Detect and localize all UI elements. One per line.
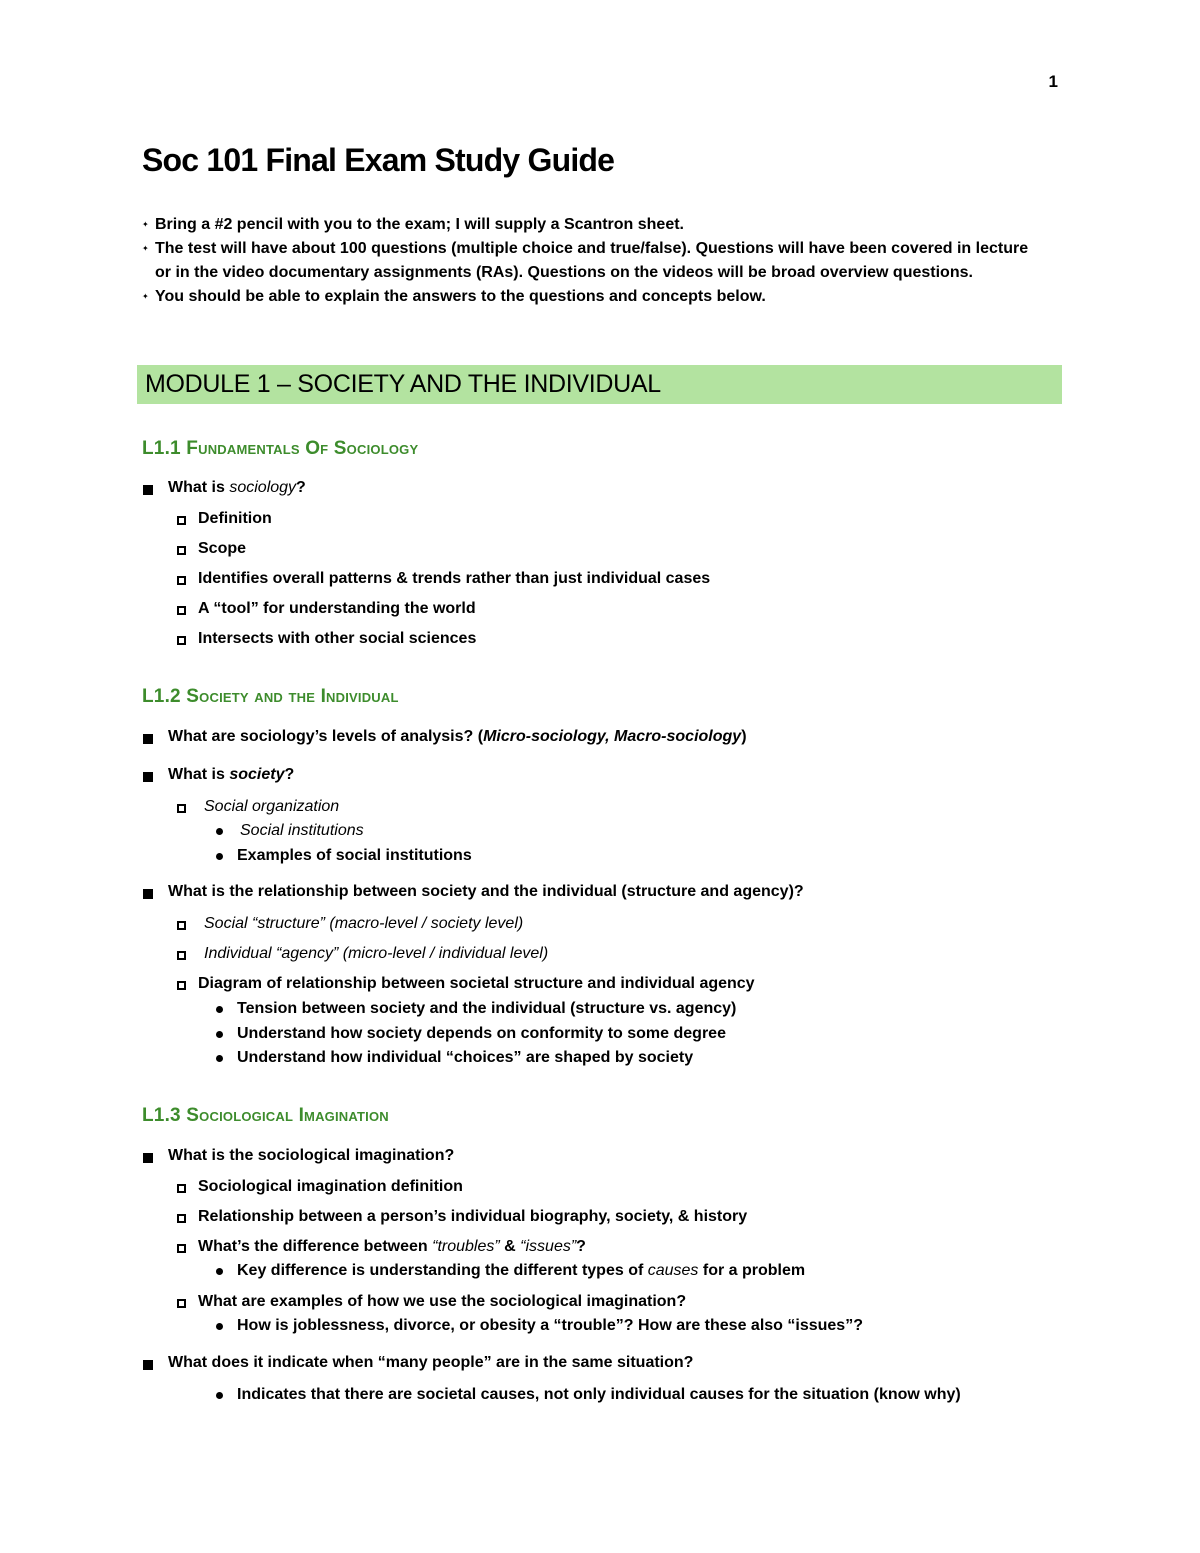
section-heading: L1.1 Fundamentals Of Sociology — [142, 438, 419, 459]
sub-sub-item: Tension between society and the individual (structure vs. agency) — [237, 1000, 737, 1017]
hollow-square-bullet-icon — [177, 576, 186, 585]
square-bullet-icon — [143, 485, 153, 495]
sub-item: Intersects with other social sciences — [198, 630, 477, 647]
sub-item: What are examples of how we use the sociological imagination? — [198, 1293, 687, 1310]
hollow-square-bullet-icon — [177, 921, 186, 930]
sub-item: A “tool” for understanding the world — [198, 600, 476, 617]
round-bullet-icon — [216, 1392, 223, 1399]
intro-item: ✦ You should be able to explain the answers to the questions and concepts below. — [142, 285, 1042, 309]
sub-sub-item: Social institutions — [240, 822, 364, 839]
hollow-square-bullet-icon — [177, 606, 186, 615]
sub-item: Relationship between a person’s individual biography, society, & history — [198, 1208, 748, 1225]
document-title: Soc 101 Final Exam Study Guide — [142, 142, 615, 178]
square-bullet-icon — [143, 772, 153, 782]
question: What is society? — [168, 766, 295, 783]
sub-item: Definition — [198, 510, 272, 527]
sub-item: Identifies overall patterns & trends rather than just individual cases — [198, 570, 711, 587]
module-heading: MODULE 1 – SOCIETY AND THE INDIVIDUAL — [137, 365, 1062, 404]
square-bullet-icon — [143, 1153, 153, 1163]
page-number: 1 — [1048, 72, 1058, 91]
section-heading: L1.2 Society and the Individual — [142, 686, 399, 707]
intro-list — [142, 213, 1042, 309]
sub-item: Social “structure” (macro-level / society level) — [204, 915, 524, 932]
question: What is sociology? — [168, 479, 306, 496]
sub-sub-item: Examples of social institutions — [237, 847, 472, 864]
section-heading: L1.3 Sociological Imagination — [142, 1105, 389, 1126]
hollow-square-bullet-icon — [177, 1244, 186, 1253]
hollow-square-bullet-icon — [177, 804, 186, 813]
sub-sub-item: Understand how society depends on conformity to some degree — [237, 1025, 726, 1042]
hollow-square-bullet-icon — [177, 951, 186, 960]
square-bullet-icon — [143, 889, 153, 899]
sub-sub-item: Indicates that there are societal causes, not only individual causes for the situation (know why) — [237, 1386, 961, 1403]
hollow-square-bullet-icon — [177, 1184, 186, 1193]
round-bullet-icon — [216, 828, 223, 835]
round-bullet-icon — [216, 1006, 223, 1013]
intro-item: ✦ Bring a #2 pencil with you to the exam; I will supply a Scantron sheet. — [142, 213, 1042, 237]
sub-item: Scope — [198, 540, 247, 557]
sub-item: Individual “agency” (micro-level / individual level) — [204, 945, 549, 962]
square-bullet-icon — [143, 734, 153, 744]
question: What is the relationship between society and the individual (structure and agency)? — [168, 883, 804, 900]
question: What does it indicate when “many people” are in the same situation? — [168, 1354, 694, 1371]
hollow-square-bullet-icon — [177, 516, 186, 525]
question: What are sociology’s levels of analysis? (Micro-sociology, Macro-sociology) — [168, 728, 747, 745]
hollow-square-bullet-icon — [177, 636, 186, 645]
intro-item: ✦ The test will have about 100 questions (multiple choice and true/false). Questions will have been covered in lecture or in the video documentary assignments (RAs). Questions on the videos will be broad overview questions. — [142, 237, 1042, 285]
round-bullet-icon — [216, 1323, 223, 1330]
sub-sub-item: Understand how individual “choices” are shaped by society — [237, 1049, 694, 1066]
square-bullet-icon — [143, 1360, 153, 1370]
round-bullet-icon — [216, 1268, 223, 1275]
sub-item: Diagram of relationship between societal structure and individual agency — [198, 975, 755, 992]
sub-item: What’s the difference between “troubles” & “issues”? — [198, 1238, 586, 1255]
hollow-square-bullet-icon — [177, 546, 186, 555]
hollow-square-bullet-icon — [177, 1214, 186, 1223]
round-bullet-icon — [216, 1055, 223, 1062]
round-bullet-icon — [216, 853, 223, 860]
question: What is the sociological imagination? — [168, 1147, 455, 1164]
hollow-square-bullet-icon — [177, 981, 186, 990]
sub-sub-item: How is joblessness, divorce, or obesity a “trouble”? How are these also “issues”? — [237, 1317, 863, 1334]
sub-item: Sociological imagination definition — [198, 1178, 463, 1195]
hollow-square-bullet-icon — [177, 1299, 186, 1308]
sub-sub-item: Key difference is understanding the different types of causes for a problem — [237, 1262, 806, 1279]
sub-item: Social organization — [204, 798, 340, 815]
round-bullet-icon — [216, 1031, 223, 1038]
